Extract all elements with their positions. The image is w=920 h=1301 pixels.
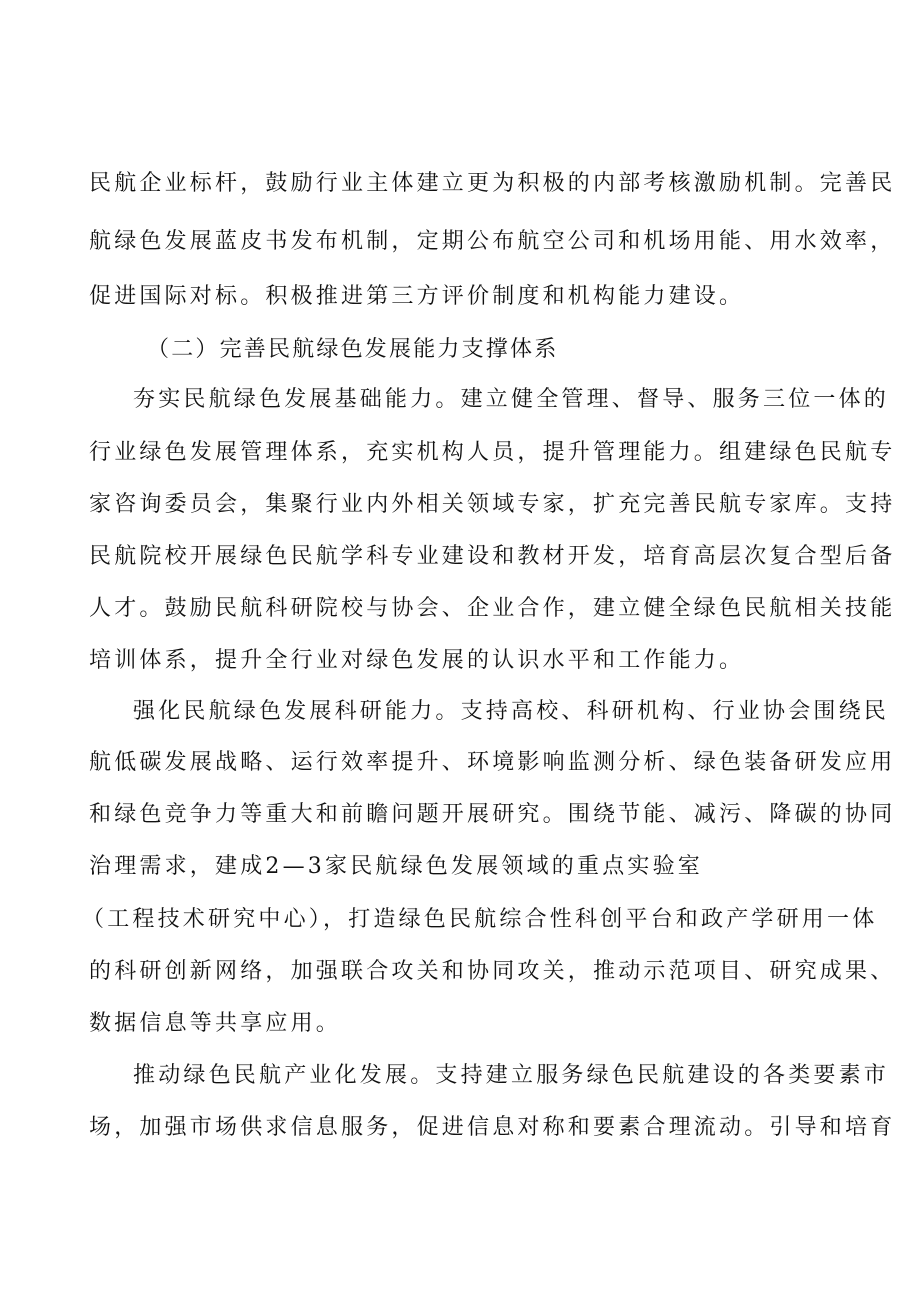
body-text-line: 场，加强市场供求信息服务，促进信息对称和要素合理流动。引导和培育: [89, 1115, 896, 1140]
body-text-line: 促进国际对标。积极推进第三方评价制度和机构能力建设。: [89, 284, 745, 309]
paragraph-first-line: 推动绿色民航产业化发展。支持建立服务绿色民航建设的各类要素市: [133, 1063, 890, 1088]
body-text-line: 数据信息等共享应用。: [89, 1011, 342, 1036]
body-text-line: 和绿色竞争力等重大和前瞻问题开展研究。围绕节能、减污、降碳的协同: [89, 802, 896, 827]
body-text-line: 的科研创新网络，加强联合攻关和协同攻关，推动示范项目、研究成果、: [89, 959, 896, 984]
body-text-line: 家咨询委员会，集聚行业内外相关领域专家，扩充完善民航专家库。支持: [89, 492, 896, 517]
section-heading: （二）完善民航绿色发展能力支撑体系: [147, 337, 559, 362]
body-text-line: （工程技术研究中心），打造绿色民航综合性科创平台和政产学研用一体: [82, 907, 878, 932]
paragraph-first-line: 强化民航绿色发展科研能力。支持高校、科研机构、行业协会围绕民: [133, 699, 890, 724]
body-text-line: 培训体系，提升全行业对绿色发展的认识水平和工作能力。: [89, 648, 745, 673]
body-text-line: 航绿色发展蓝皮书发布机制，定期公布航空公司和机场用能、用水效率，: [89, 229, 896, 254]
body-text-line: 人才。鼓励民航科研院校与协会、企业合作，建立健全绿色民航相关技能: [89, 596, 896, 621]
body-text-line: 行业绿色发展管理体系，充实机构人员，提升管理能力。组建绿色民航专: [89, 440, 896, 465]
body-text-line: 治理需求，建成2—3家民航绿色发展领域的重点实验室: [89, 854, 703, 879]
paragraph-first-line: 夯实民航绿色发展基础能力。建立健全管理、督导、服务三位一体的: [133, 387, 890, 412]
body-text-line: 航低碳发展战略、运行效率提升、环境影响监测分析、绿色装备研发应用: [89, 750, 896, 775]
body-text-line: 民航企业标杆，鼓励行业主体建立更为积极的内部考核激励机制。完善民: [89, 171, 896, 196]
body-text-line: 民航院校开展绿色民航学科专业建设和教材开发，培育高层次复合型后备: [89, 544, 896, 569]
